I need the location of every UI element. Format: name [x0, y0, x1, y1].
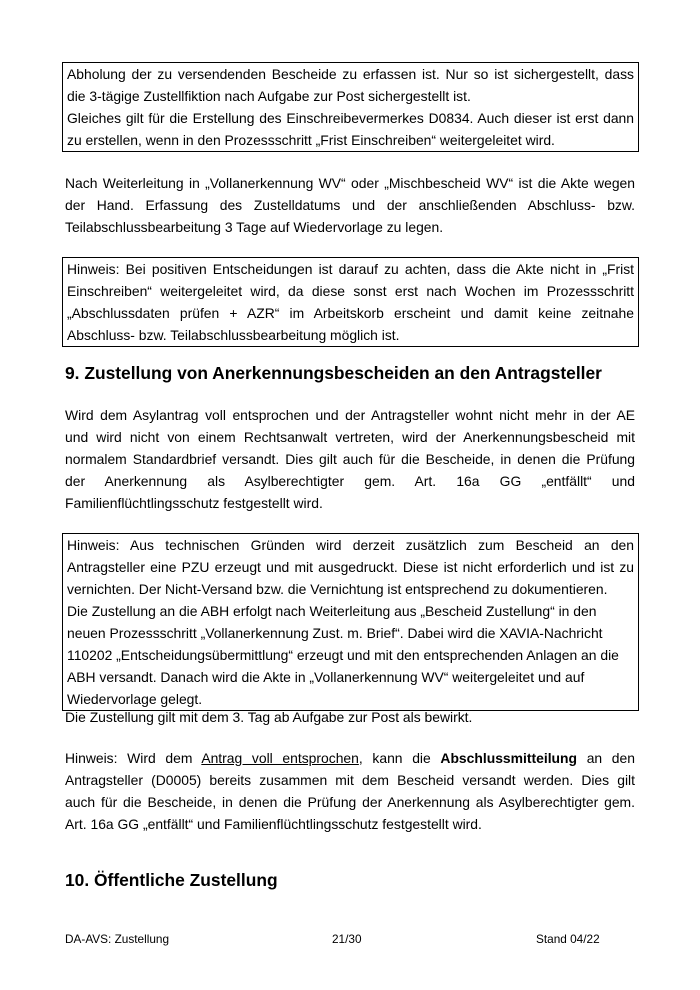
- text-run: , kann die: [358, 750, 431, 766]
- text-line: „Abschlussdaten prüfen + AZR“ im Arbeitskorb erscheint und damit keine zeitnahe: [67, 305, 634, 321]
- text-line: Antragsteller eine PZU erzeugt und mit ausgedruckt. Diese ist nicht erforderlich und ist zu: [67, 559, 634, 575]
- text-line: Abholung der zu versendenden Bescheide zu erfassen ist. Nur so ist sichergestellt, dass: [67, 66, 634, 82]
- text-line: Hinweis: Aus technischen Gründen wird derzeit zusätzlich zum Bescheid an den: [67, 537, 634, 553]
- text-line: die 3-tägige Zustellfiktion nach Aufgabe zur Post sichergestellt ist.: [67, 88, 471, 104]
- paragraph-zustellung-bewirkt: [65, 706, 635, 728]
- underlined-text: Antrag voll entsprochen: [201, 750, 359, 766]
- text-line: auch für die Bescheide, in denen die Prüfung der Anerkennung als Asylberechtigter gem.: [65, 794, 635, 810]
- text-line: vernichten. Der Nicht-Versand bzw. die Vernichtung ist entsprechend zu dokumentieren.: [67, 581, 608, 597]
- text-line: Die Zustellung an die ABH erfolgt nach Weiterleitung aus „Bescheid Zustellung“ in den: [67, 603, 597, 619]
- text-line: zu erstellen, wenn in den Prozessschritt „Frist Einschreiben“ weitergeleitet wird.: [67, 132, 555, 148]
- section-heading-10: 10. Öffentliche Zustellung: [65, 870, 278, 890]
- text-line: Wird dem Asylantrag voll entsprochen und der Antragsteller wohnt nicht mehr in der AE: [65, 407, 635, 423]
- text-line: Hinweis: Bei positiven Entscheidungen ist darauf zu achten, dass die Akte nicht in „Frist: [67, 261, 634, 277]
- text-line: der Anerkennung als Asylberechtigter gem. Art. 16a GG „entfällt“ und: [65, 473, 635, 489]
- text-line: Teilabschlussbearbeitung 3 Tage auf Wiedervorlage zu legen.: [65, 219, 444, 235]
- text-run: Hinweis: Wird dem: [65, 750, 193, 766]
- text-line: Gleiches gilt für die Erstellung des Einschreibevermerkes D0834. Auch dieser ist erst dann: [67, 110, 634, 126]
- text-line: normalem Standardbrief versandt. Dies gilt auch für die Bescheide, in denen die Prüfung: [65, 451, 635, 467]
- text-line: 110202 „Entscheidungsübermittlung“ erzeugt und mit den entsprechenden Anlagen an die: [67, 647, 619, 663]
- section-heading-9: 9. Zustellung von Anerkennungsbescheiden an den Antragsteller: [65, 363, 602, 383]
- text-line: ABH versandt. Danach wird die Akte in „Vollanerkennung WV“ weitergeleitet und auf: [67, 669, 585, 685]
- text-line: Wiedervorlage gelegt.: [67, 691, 203, 707]
- text-line: Art. 16a GG „entfällt“ und Familienflüchtlingsschutz festgestellt wird.: [65, 816, 482, 832]
- text-line: Abschluss- bzw. Teilabschlussbearbeitung möglich ist.: [67, 327, 400, 343]
- text-line: Die Zustellung gilt mit dem 3. Tag ab Aufgabe zur Post als bewirkt.: [65, 709, 473, 725]
- text-line: Einschreiben“ weitergeleitet wird, da diese sonst erst nach Wochen im Prozessschritt: [67, 283, 634, 299]
- footer-status: Stand 04/22: [536, 932, 600, 946]
- text-line: und wird nicht von einem Rechtsanwalt vertreten, wird der Anerkennungsbescheid mit: [65, 429, 635, 445]
- text-line: neuen Prozessschritt „Vollanerkennung Zust. m. Brief“. Dabei wird die XAVIA-Nachricht: [67, 625, 603, 641]
- footer-page-number: 21/30: [332, 932, 362, 946]
- text-line: [65, 747, 635, 769]
- notice-box-positive-decisions: [62, 257, 639, 347]
- text-run: an den: [586, 750, 635, 766]
- text-line: Antragsteller (D0005) bereits zusammen mit dem Bescheid versandt werden. Dies gilt: [65, 772, 635, 788]
- bold-text: Abschlussmitteilung: [440, 750, 578, 766]
- text-line: Familienflüchtlingsschutz festgestellt wird.: [65, 495, 323, 511]
- notice-box-technical: [62, 533, 639, 711]
- paragraph-anerkennungsbescheid: [65, 404, 635, 514]
- footer-doc-title: DA-AVS: Zustellung: [65, 932, 170, 946]
- paragraph-weiterleitung: [65, 172, 635, 238]
- paragraph-abschlussmitteilung: [65, 747, 635, 835]
- notice-box-collection: [62, 62, 639, 152]
- text-line: der Hand. Erfassung des Zustelldatums und der anschließenden Abschluss- bzw.: [65, 197, 635, 213]
- text-line: Nach Weiterleitung in „Vollanerkennung WV“ oder „Mischbescheid WV“ ist die Akte wegen: [65, 175, 635, 191]
